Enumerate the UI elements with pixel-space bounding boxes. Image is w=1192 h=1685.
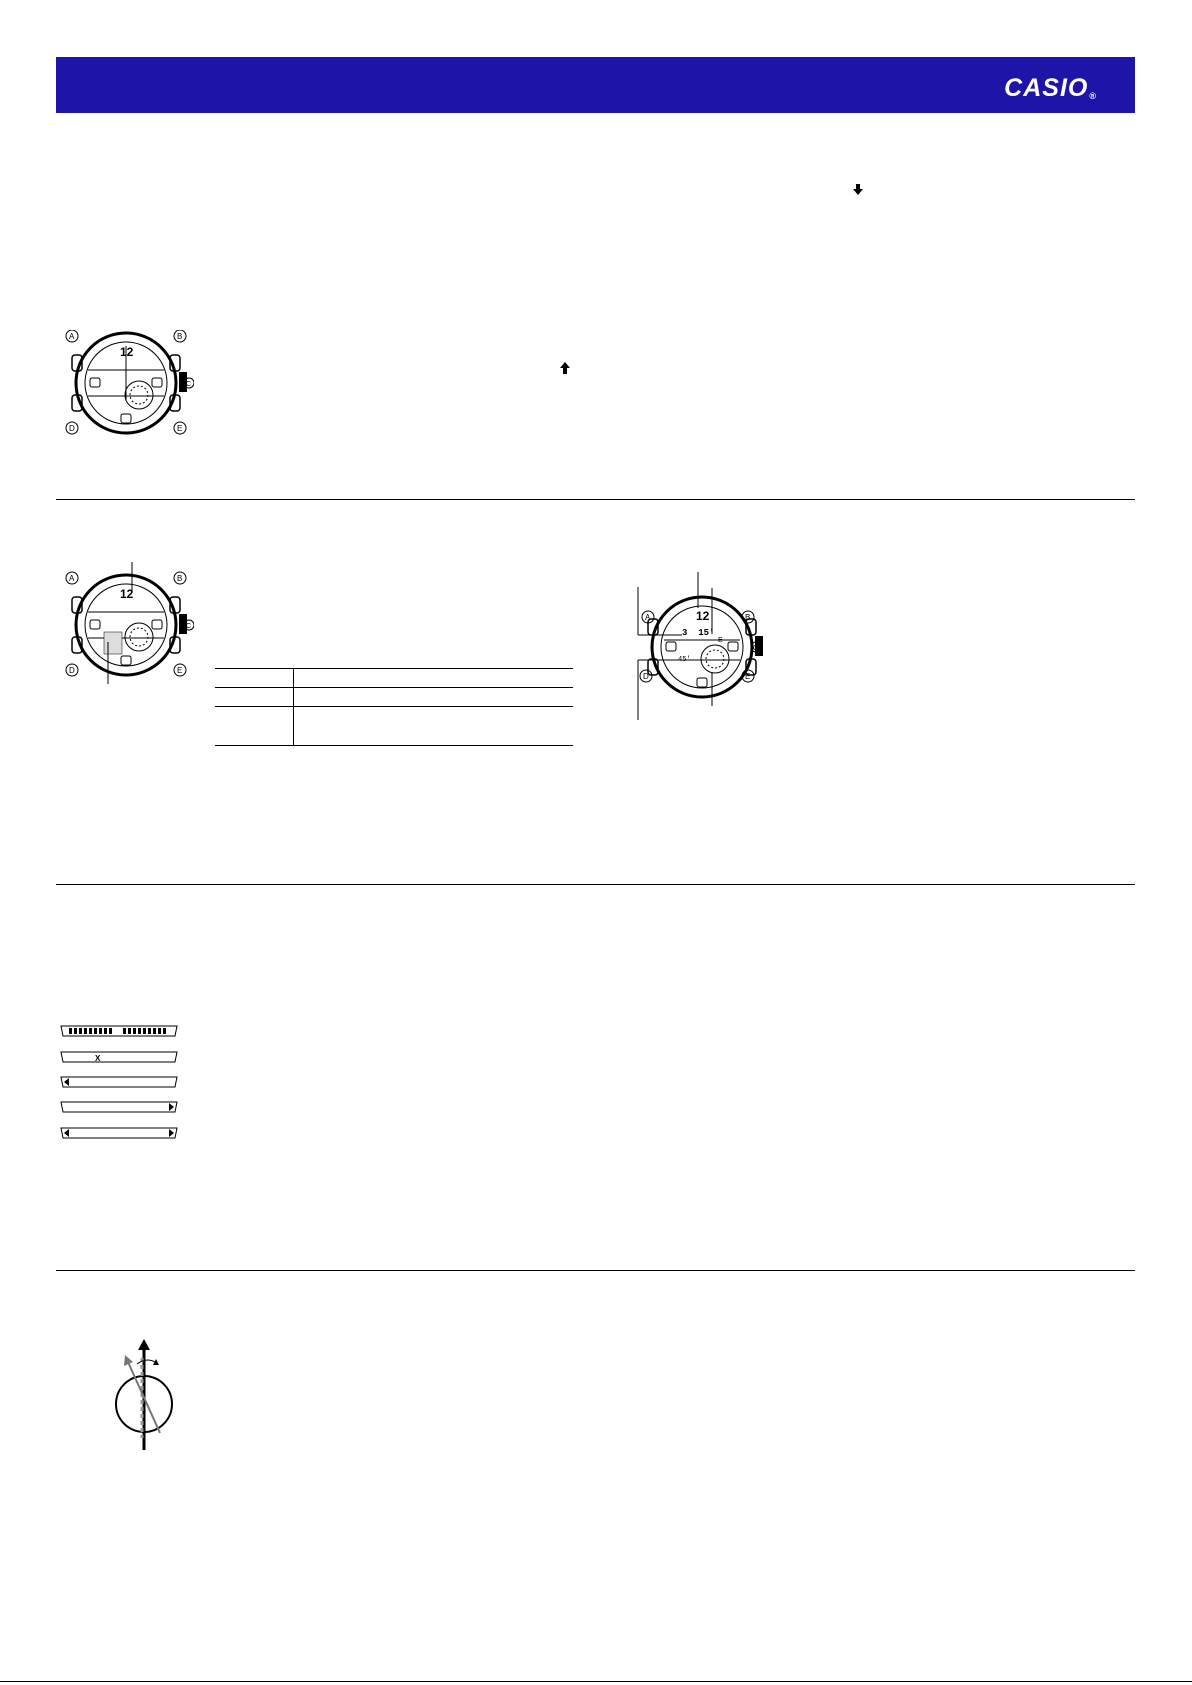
svg-text:D: D <box>69 424 75 433</box>
svg-text:D: D <box>643 672 649 681</box>
header-bar <box>56 57 1135 113</box>
section-divider <box>56 884 1135 885</box>
svg-text:B: B <box>177 332 183 341</box>
svg-text:E: E <box>745 672 751 681</box>
compass-heading-diagram <box>110 1338 190 1458</box>
watch-hour-label: 12 <box>120 345 134 359</box>
casio-logo: CASIO® <box>1004 74 1097 102</box>
svg-text:X: X <box>95 1054 101 1063</box>
svg-text:B: B <box>177 574 183 583</box>
svg-text:C: C <box>186 623 192 630</box>
page-bottom-rule <box>0 1681 1192 1682</box>
up-arrow-icon <box>559 362 571 377</box>
indicator-both <box>59 1126 179 1138</box>
svg-text:E: E <box>177 424 183 433</box>
svg-text:C: C <box>753 645 759 652</box>
svg-text:A: A <box>69 574 75 583</box>
indicator-right <box>59 1100 179 1112</box>
indicator-full <box>59 1024 179 1036</box>
watch-display-diagram <box>632 572 772 727</box>
watch-illustration-with-pointers <box>64 562 194 692</box>
svg-text:B: B <box>745 613 751 622</box>
svg-text:C: C <box>186 381 192 388</box>
svg-text:D: D <box>69 666 75 675</box>
svg-text:12: 12 <box>696 609 710 623</box>
diagram-minutes-readout: 45' <box>678 656 691 664</box>
indicator-left <box>59 1075 179 1087</box>
section-divider <box>56 499 1135 500</box>
diagram-time-readout: 3 15' <box>682 628 715 638</box>
indicator-center <box>59 1050 179 1062</box>
svg-text:A: A <box>645 613 651 622</box>
svg-text:A: A <box>69 332 75 341</box>
svg-text:12: 12 <box>120 587 134 601</box>
diagram-direction-letter: E <box>718 637 723 644</box>
watch-illustration <box>64 330 194 440</box>
svg-text:E: E <box>177 666 183 675</box>
section-divider <box>56 1270 1135 1271</box>
down-arrow-icon <box>852 184 864 199</box>
